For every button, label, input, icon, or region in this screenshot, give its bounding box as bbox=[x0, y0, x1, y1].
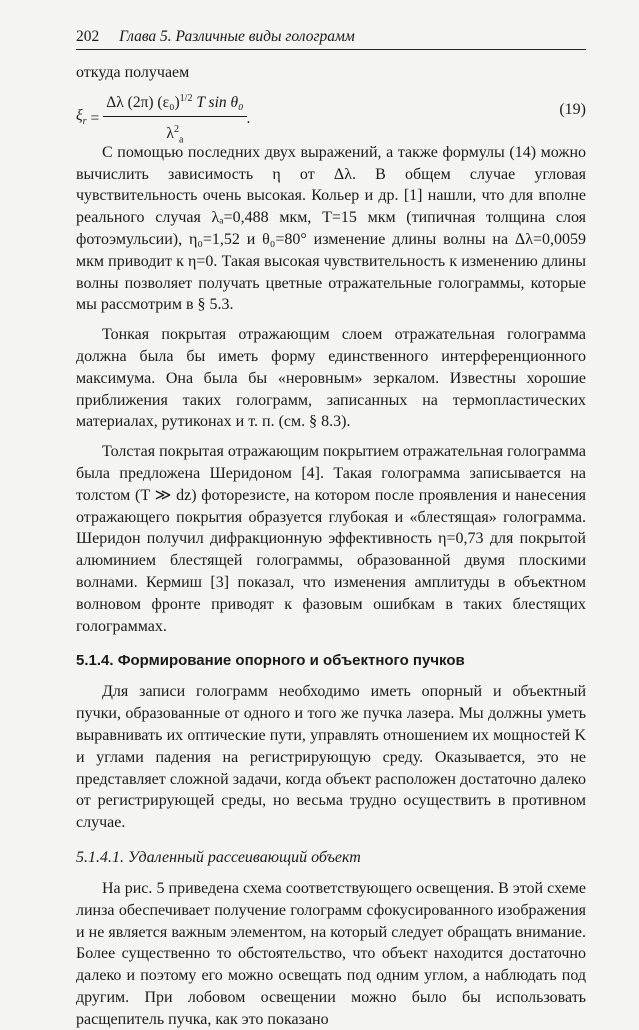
subsection-paragraph: На рис. 5 приведена схема соответствующего освещения. В этой схеме линза обеспечивает получение голограмм сфокусированного изображения и не является важным элементом, на который следует обращать внимание. Более существенно то обстоятельство, что объект находится достаточно далеко и поэтому его можно освещать под одним углом, а наблюдать под другим. При лобовом освещении можно было бы использовать расщепитель пучка, как это показано bbox=[76, 879, 586, 1028]
section-heading: 5.1.4. Формирование опорного и объектного пучков bbox=[76, 652, 465, 670]
formula-lhs: $\xi_r$ bbox=[76, 107, 87, 128]
subsection-heading: 5.1.4.1. Удаленный рассеивающий объект bbox=[76, 848, 361, 866]
formula bbox=[76, 88, 250, 151]
paragraph: Толстая покрытая отражающим покрытием отражательная голограмма была предложена Шеридоном [4]. Такая голограмма записывается на толстом (T ≫ dz) фоторезисте, на котором после проявления и нанесения отражающего покрытия образуется глубокая и «блестящая» голограмма. Шеридон получил дифракционную эффективность η=0,73 для покрытой алюминием блестящей голограммы, образованной двумя плоскими волнами. Кермиш [3] показал, что изменения амплитуды в объектном волновом фронте приводят к фазовым ошибкам в таких блестящих голограммах. bbox=[76, 443, 586, 635]
paragraph: С помощью последних двух выражений, а также формулы (14) можно вычислить зависимость η от Δλ. В общем случае угловая чувствительность очень высокая. Кольер и др. [1] нашли, что для вполне реального случая λₐ=0,488 мкм, T=15 мкм (типичная толщина слоя фотоэмульсии), η₀=1,52 и θ₀=80° изменение длины волны на Δλ=0,0059 мкм приводит к η=0. Такая высокая чувствительность к изменению длины волны позволяет получать цветные отражательные голограммы, которые мы рассмотрим в § 5.3. bbox=[76, 143, 586, 314]
formula-period: . bbox=[246, 110, 251, 128]
formula-equals: = bbox=[90, 110, 100, 128]
equation-19 bbox=[76, 86, 586, 145]
section-paragraph: Для записи голограмм необходимо иметь опорный и объектный пучки, образованные от одного и того же пучка лазера. Мы должны уметь выравнивать их оптические пути, управлять отношением их мощностей K и углами падения на регистрирующую среду. Оказывается, это не представляет сложной задачи, когда объект расположен достаточно далеко от регистрирующей среды, но весьма трудно осуществить в противном случае. bbox=[76, 683, 586, 832]
running-header bbox=[76, 28, 584, 46]
running-title: Глава 5. Различные виды голограмм bbox=[119, 28, 355, 45]
page-number: 202 bbox=[76, 28, 100, 45]
formula-numerator: Δλ (2π) $(\varepsilon_0)^{1/2}$ T sin θ₀ bbox=[103, 88, 246, 117]
formula-intro: откуда получаем bbox=[76, 64, 190, 81]
formula-fraction bbox=[103, 88, 246, 151]
page-body bbox=[76, 62, 586, 1030]
formula-denominator: $\lambda^2_a$ bbox=[166, 123, 184, 145]
equation-number: (19) bbox=[559, 100, 586, 118]
paragraph: Тонкая покрытая отражающим слоем отражательная голограмма должна была бы иметь форму единственного интерференционного максимума. Она была бы «неровным» зеркалом. Известны хорошие приближения таких голограмм, записанных на термопластических материалах, рутиконах и т. п. (см. § 8.3). bbox=[76, 326, 586, 431]
header-rule bbox=[76, 49, 586, 50]
